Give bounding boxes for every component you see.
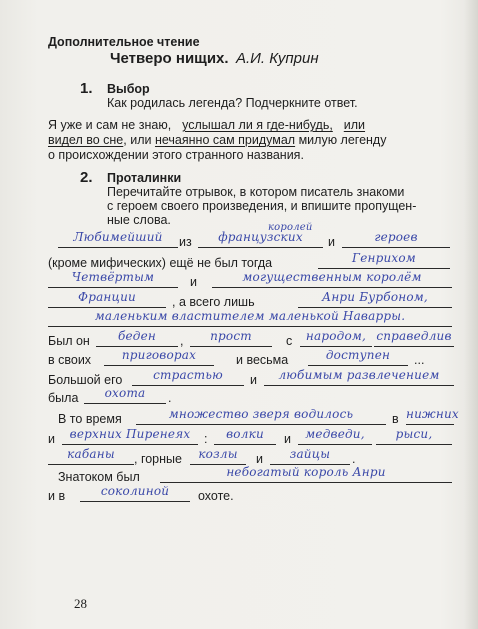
answer-slot[interactable] (84, 388, 166, 404)
section-title: Дополнительное чтение (48, 35, 200, 49)
task2-number: 2. (80, 169, 93, 186)
answer-slot[interactable] (198, 232, 323, 248)
text-fragment: и (328, 235, 335, 249)
text-fragment: , (180, 334, 184, 348)
text-fragment: , горные (134, 452, 182, 466)
handwritten-answer: соколиной (100, 484, 170, 498)
answer-slot[interactable] (96, 331, 178, 347)
answer-slot[interactable] (214, 429, 276, 445)
answer-slot[interactable] (136, 409, 386, 425)
handwritten-answer: кабаны (67, 447, 115, 461)
handwritten-answer: охота (104, 386, 146, 400)
text-fragment: и (190, 275, 197, 289)
text-fragment: и весьма (236, 353, 289, 367)
text-fragment: охоте. (198, 489, 234, 503)
text-fragment: . (168, 391, 172, 405)
text-fragment: и (284, 432, 291, 446)
handwritten-answer: Любимейший (73, 230, 163, 244)
handwritten-answer: народом, (305, 329, 367, 343)
text-fragment: была (48, 391, 79, 405)
handwritten-answer: прост (210, 329, 252, 343)
underlined-answer: услышал ли я где-нибудь, (182, 118, 333, 132)
underlined-answer: видел во сне (48, 133, 124, 147)
answer-slot[interactable] (212, 272, 452, 288)
text-fragment: и (48, 432, 55, 446)
text-fragment: . (352, 452, 356, 466)
answer-slot[interactable] (48, 449, 134, 465)
answer-slot[interactable] (160, 467, 452, 483)
answer-slot[interactable] (264, 370, 454, 386)
handwritten-answer: медведи, (305, 427, 365, 441)
handwritten-answer: Франции (78, 290, 136, 304)
handwritten-answer: Анри Бурбоном, (322, 290, 428, 304)
handwritten-answer: зайцы (289, 447, 331, 461)
task1-text-line1 (48, 118, 365, 132)
handwritten-answer: могущественным королём (242, 270, 422, 284)
handwritten-answer: Четвёртым (71, 270, 155, 284)
answer-slot[interactable] (132, 370, 244, 386)
answer-slot[interactable] (48, 292, 166, 308)
handwritten-answer: справедлив (376, 329, 452, 343)
answer-slot[interactable] (190, 449, 246, 465)
answer-slot[interactable] (374, 331, 454, 347)
handwritten-answer: козлы (198, 447, 238, 461)
text-fragment: милую легенду (298, 133, 387, 147)
text-fragment: , а всего лишь (172, 295, 255, 309)
answer-slot[interactable] (300, 331, 372, 347)
handwritten-answer: рыси, (395, 427, 433, 441)
task1-text-line2 (48, 133, 386, 147)
page-edge-shadow (464, 0, 478, 629)
handwritten-answer: страстью (153, 368, 223, 382)
task2-heading: Проталинки (107, 171, 182, 185)
handwritten-answer: нижних (406, 407, 459, 421)
handwritten-answer: любимым развлечением (278, 368, 440, 382)
text-fragment: ... (414, 353, 425, 367)
answer-slot[interactable] (298, 429, 372, 445)
answer-slot[interactable] (270, 449, 350, 465)
text-fragment: в (392, 412, 399, 426)
handwritten-answer: приговорах (121, 348, 197, 362)
handwritten-answer: небогатый король Анри (226, 465, 386, 479)
handwritten-answer: героев (374, 230, 418, 244)
text-fragment: в своих (48, 353, 92, 367)
text-fragment: Знатоком был (58, 470, 140, 484)
underlined-answer: нечаянно сам придумал (154, 133, 296, 147)
answer-slot[interactable] (48, 311, 452, 327)
handwritten-answer: беден (117, 329, 157, 343)
answer-slot[interactable] (298, 292, 452, 308)
text-fragment: из (179, 235, 192, 249)
handwritten-answer: доступен (325, 348, 391, 362)
answer-slot[interactable] (406, 407, 459, 425)
underlined-answer: или (343, 118, 366, 132)
task1-heading: Выбор (107, 82, 150, 96)
page-number: 28 (74, 596, 87, 611)
handwritten-answer: Генрихом (352, 251, 416, 265)
answer-slot[interactable] (308, 350, 408, 366)
handwritten-answer: французских (218, 230, 303, 244)
answer-slot[interactable] (190, 331, 272, 347)
answer-slot[interactable] (62, 429, 198, 445)
handwritten-answer: волки (226, 427, 264, 441)
text-fragment: и (250, 373, 257, 387)
text-fragment: : (204, 432, 208, 446)
text-fragment: , или (123, 133, 152, 147)
text-fragment: (кроме мифических) ещё не был тогда (48, 256, 273, 270)
answer-slot[interactable] (104, 350, 214, 366)
text-fragment: Был он (48, 334, 90, 348)
task2-instruction-line1: Перечитайте отрывок, в котором писатель знакоми (107, 185, 405, 199)
text-fragment: Я уже и сам не знаю, (48, 118, 172, 132)
handwritten-answer: множество зверя водилось (168, 407, 354, 421)
text-fragment: В то время (58, 412, 122, 426)
answer-slot[interactable] (80, 486, 190, 502)
task1-text-line3: о происхождении этого странного названия. (48, 148, 304, 162)
task2-instruction-line3: ные слова. (107, 213, 171, 227)
answer-slot[interactable] (58, 232, 178, 248)
handwritten-answer: маленьким властителем маленькой Наварры. (94, 309, 406, 323)
answer-slot[interactable] (342, 232, 450, 248)
text-fragment: и (256, 452, 263, 466)
page-title: Четверо нищих. (110, 50, 229, 67)
text-fragment: и в (48, 489, 66, 503)
text-fragment: с (286, 334, 293, 348)
answer-slot[interactable] (376, 429, 452, 445)
handwritten-answer: верхних Пиренеях (69, 427, 191, 441)
task2-instruction-line2: с героем своего произведения, и впишите пропущен- (107, 199, 417, 213)
task1-number: 1. (80, 80, 93, 97)
answer-slot[interactable] (48, 272, 178, 288)
handwritten-note: королей (268, 222, 313, 233)
task1-question: Как родилась легенда? Подчеркните ответ. (107, 96, 358, 110)
text-fragment: Большой его (48, 373, 123, 387)
author-name: А.И. Куприн (236, 50, 319, 67)
answer-slot[interactable] (318, 253, 450, 269)
